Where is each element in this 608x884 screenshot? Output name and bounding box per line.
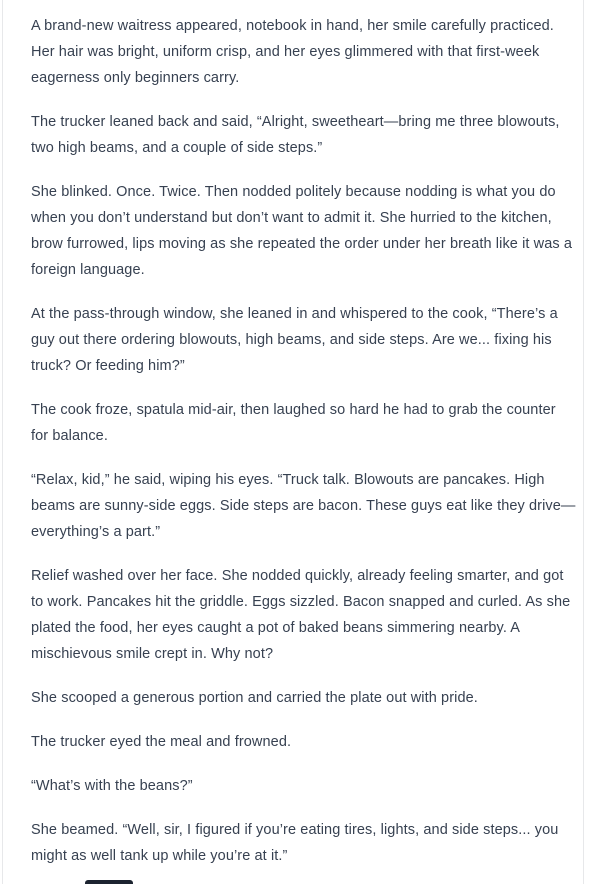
story-paragraph: A brand-new waitress appeared, notebook in hand, her smile carefully practiced. Her hair was bright, uniform crisp, and her eyes glimmered with that first-week eagerness only beginners carry. [31, 18, 554, 86]
story-paragraph: The trucker leaned back and said, “Alright, sweetheart—bring me three blowouts, two high beams, and a couple of side steps.” [31, 114, 560, 156]
story-paragraph: The trucker eyed the meal and frowned. [31, 734, 292, 750]
story-paragraph: Relief washed over her face. She nodded quickly, already feeling smarter, and got to work. Pancakes hit the griddle. Eggs sizzled. Bacon snapped and curled. As she plated the food, her eyes caught a pot of baked beans simmering nearby. A mischievous smile crept in. Why not? [31, 568, 571, 662]
story-paragraph: “Relax, kid,” he said, wiping his eyes. “Truck talk. Blowouts are pancakes. High beams are sunny-side eggs. Side steps are bacon. These guys eat like they drive—everything’s a part.” [31, 472, 576, 540]
story-paragraph: “What’s with the beans?” [31, 778, 193, 794]
bottom-partial-element[interactable] [85, 880, 133, 884]
story-paragraph: She scooped a generous portion and carried the plate out with pride. [31, 690, 478, 706]
story-paragraph: At the pass-through window, she leaned in and whispered to the cook, “There’s a guy out there ordering blowouts, high beams, and side steps. Are we... fixing his truck? Or feeding him?” [31, 306, 558, 374]
story-paragraph: She blinked. Once. Twice. Then nodded politely because nodding is what you do when you don’t understand but don’t want to admit it. She hurried to the kitchen, brow furrowed, lips moving as she repeated the order under her breath like it was a foreign language. [31, 184, 573, 278]
story-document [2, 0, 584, 884]
story-paragraph: The cook froze, spatula mid-air, then laughed so hard he had to grab the counter for balance. [31, 402, 556, 444]
story-paragraph: She beamed. “Well, sir, I figured if you’re eating tires, lights, and side steps... you might as well tank up while you’re at it.” [31, 822, 559, 864]
